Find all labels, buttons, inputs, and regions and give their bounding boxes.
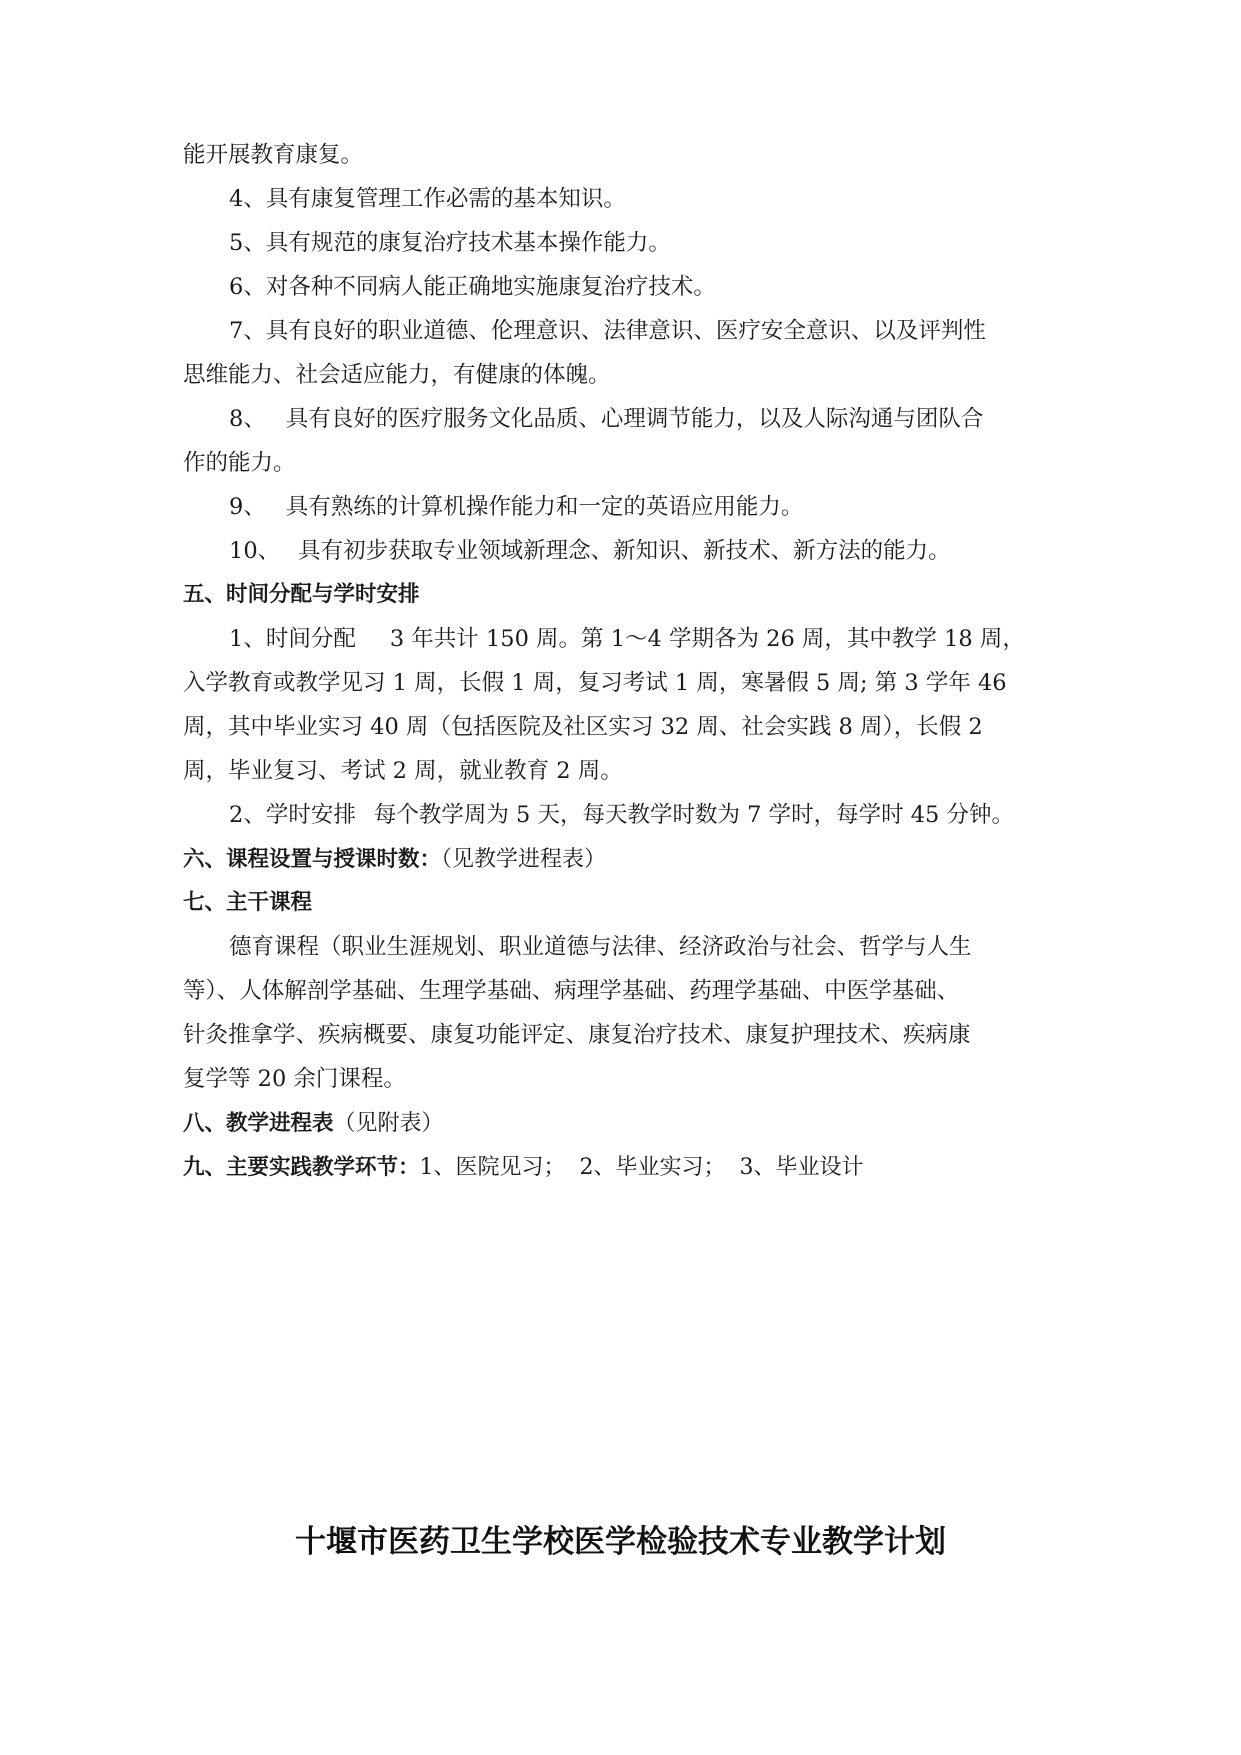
section-5-paragraph-2 [229, 800, 1014, 830]
section-5-heading: 五、时间分配与学时安排 [183, 582, 420, 607]
section-9-items: 1、医院见习； 2、毕业实习； 3、毕业设计 [419, 1155, 864, 1180]
section-7-line-1: 德育课程（职业生涯规划、职业道德与法律、经济政治与社会、哲学与人生 [229, 934, 972, 960]
section-7-heading: 七、主干课程 [183, 890, 313, 915]
section-5-paragraph-1-line-2: 入学教育或教学见习 1 周，长假 1 周，复习考试 1 周，寒暑假 5 周; 第 3 学年 46 [183, 670, 1007, 696]
list-item-10 [229, 536, 951, 566]
list-number-10: 10、 [229, 538, 281, 564]
section-5-paragraph-1-line-4: 周，毕业复习、考试 2 周，就业教育 2 周。 [183, 758, 623, 784]
section-5-paragraph-1-line-3: 周，其中毕业实习 40 周（包括医院及社区实习 32 周、社会实践 8 周），长假 2 [183, 714, 983, 740]
page-title: 十堰市医药卫生学校医学检验技术专业教学计划 [295, 1524, 946, 1560]
section-8 [183, 1108, 444, 1139]
text-line: 能开展教育康复。 [183, 142, 364, 168]
hours-text: 每个教学周为 5 天，每天教学时数为 7 学时，每学时 45 分钟。 [373, 802, 1015, 828]
section-7-line-4: 复学等 20 余门课程。 [183, 1066, 406, 1092]
section-7-line-2: 等）、人体解剖学基础、生理学基础、病理学基础、药理学基础、中医学基础、 [183, 978, 960, 1004]
list-text-8: 具有良好的医疗服务文化品质、心理调节能力，以及人际沟通与团队合 [285, 406, 984, 432]
hours-label: 2、学时安排 [229, 802, 356, 828]
list-item-8 [229, 404, 983, 434]
section-9 [183, 1152, 863, 1183]
time-allocation-text: 3 年共计 150 周。第 1～4 学期各为 26 周，其中教学 18 周， [389, 626, 1025, 652]
section-7-line-3: 针灸推拿学、疾病概要、康复功能评定、康复治疗技术、康复护理技术、疾病康 [183, 1022, 971, 1048]
section-5-paragraph-1 [229, 624, 1025, 654]
list-number-9: 9、 [229, 494, 266, 520]
section-8-heading: 八、教学进程表 [183, 1111, 334, 1136]
list-item-8-cont: 作的能力。 [183, 450, 296, 476]
time-allocation-label: 1、时间分配 [229, 626, 356, 652]
list-item-9 [229, 492, 803, 522]
section-6 [183, 844, 606, 875]
list-item-4: 4、具有康复管理工作必需的基本知识。 [229, 186, 626, 212]
list-text-9: 具有熟练的计算机操作能力和一定的英语应用能力。 [285, 494, 804, 520]
list-number-8: 8、 [229, 406, 266, 432]
section-8-note: （见附表） [333, 1111, 444, 1136]
list-item-7: 7、具有良好的职业道德、伦理意识、法律意识、医疗安全意识、以及评判性 [229, 318, 986, 344]
section-9-heading: 九、主要实践教学环节： [183, 1155, 420, 1180]
list-item-5: 5、具有规范的康复治疗技术基本操作能力。 [229, 230, 671, 256]
section-6-note: （见教学进程表） [441, 847, 607, 872]
list-item-6: 6、对各种不同病人能正确地实施康复治疗技术。 [229, 274, 716, 300]
list-item-7-cont: 思维能力、社会适应能力，有健康的体魄。 [183, 362, 611, 388]
list-text-10: 具有初步获取专业领域新理念、新知识、新技术、新方法的能力。 [298, 538, 951, 564]
section-6-heading: 六、课程设置与授课时数： [183, 847, 442, 872]
